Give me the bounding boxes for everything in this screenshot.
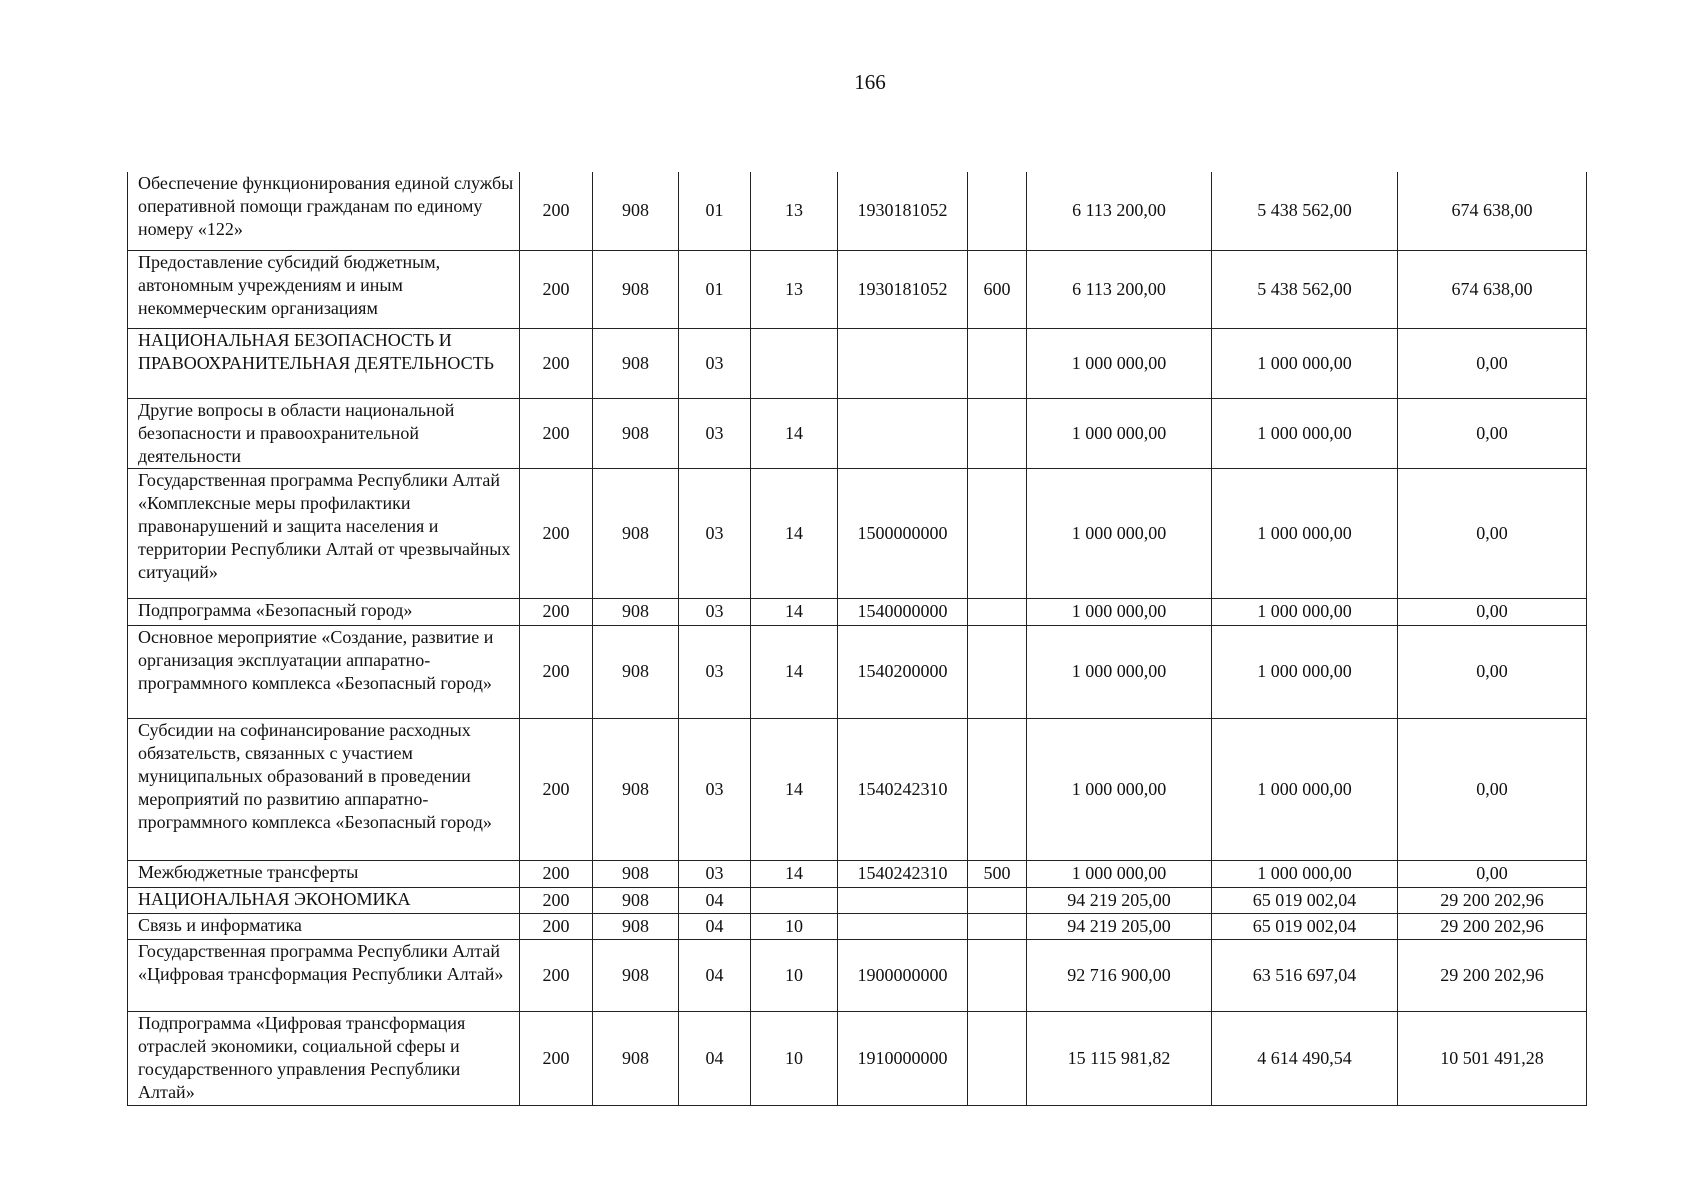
row-name-cell: Государственная программа Республики Алтай «Комплексные меры профилактики правонарушений и защита населения и территории Республики Алтай от чрезвычайных ситуаций» [128, 468, 520, 598]
row-amount-cell: 0,00 [1398, 328, 1587, 398]
table-row [128, 598, 1587, 625]
row-name-cell: Подпрограмма «Цифровая трансформация отраслей экономики, социальной сферы и государственного управления Республики Алтай» [128, 1011, 520, 1105]
row-name-cell: Связь и информатика [128, 913, 520, 939]
row-amount-cell: 92 716 900,00 [1027, 939, 1212, 1011]
row-target-article-cell: 1540200000 [838, 625, 968, 718]
row-code-cell: 200 [520, 468, 593, 598]
row-expense-type-cell [968, 468, 1027, 598]
row-code-cell: 908 [593, 939, 679, 1011]
row-subsection-cell: 10 [751, 1011, 838, 1105]
row-code-cell: 200 [520, 1011, 593, 1105]
row-amount-cell: 1 000 000,00 [1027, 398, 1212, 468]
row-code-cell: 908 [593, 398, 679, 468]
row-amount-cell: 0,00 [1398, 860, 1587, 887]
row-subsection-cell: 14 [751, 468, 838, 598]
row-section-cell: 03 [679, 625, 751, 718]
row-target-article-cell [838, 913, 968, 939]
row-subsection-cell: 10 [751, 913, 838, 939]
row-amount-cell: 1 000 000,00 [1027, 468, 1212, 598]
row-name-cell: Другие вопросы в области национальной безопасности и правоохранительной деятельности [128, 398, 520, 468]
row-amount-cell: 1 000 000,00 [1027, 328, 1212, 398]
row-amount-cell: 15 115 981,82 [1027, 1011, 1212, 1105]
row-name-cell: Государственная программа Республики Алтай «Цифровая трансформация Республики Алтай» [128, 939, 520, 1011]
row-amount-cell: 1 000 000,00 [1027, 718, 1212, 860]
row-amount-cell: 1 000 000,00 [1212, 398, 1398, 468]
row-code-cell: 200 [520, 860, 593, 887]
row-subsection-cell: 14 [751, 625, 838, 718]
row-name-cell: Обеспечение функционирования единой службы оперативной помощи гражданам по единому номеру «122» [128, 172, 520, 250]
row-name-cell: Основное мероприятие «Создание, развитие и организация эксплуатации аппаратно-программного комплекса «Безопасный город» [128, 625, 520, 718]
row-amount-cell: 6 113 200,00 [1027, 172, 1212, 250]
row-subsection-cell: 10 [751, 939, 838, 1011]
row-section-cell: 01 [679, 250, 751, 328]
row-amount-cell: 0,00 [1398, 625, 1587, 718]
table-body [128, 172, 1587, 1105]
row-expense-type-cell [968, 718, 1027, 860]
row-section-cell: 03 [679, 398, 751, 468]
row-section-cell: 01 [679, 172, 751, 250]
row-amount-cell: 29 200 202,96 [1398, 913, 1587, 939]
row-code-cell: 200 [520, 328, 593, 398]
row-name-cell: Субсидии на софинансирование расходных обязательств, связанных с участием муниципальных образований в проведении мероприятий по развитию аппаратно-программного комплекса «Безопасный город» [128, 718, 520, 860]
row-section-cell: 04 [679, 913, 751, 939]
row-target-article-cell: 1540242310 [838, 718, 968, 860]
row-subsection-cell [751, 328, 838, 398]
row-target-article-cell: 1930181052 [838, 172, 968, 250]
row-name-cell: НАЦИОНАЛЬНАЯ БЕЗОПАСНОСТЬ И ПРАВООХРАНИТЕЛЬНАЯ ДЕЯТЕЛЬНОСТЬ [128, 328, 520, 398]
row-amount-cell: 6 113 200,00 [1027, 250, 1212, 328]
row-amount-cell: 1 000 000,00 [1212, 328, 1398, 398]
row-code-cell: 200 [520, 398, 593, 468]
row-expense-type-cell [968, 398, 1027, 468]
row-code-cell: 908 [593, 718, 679, 860]
row-code-cell: 200 [520, 939, 593, 1011]
table-row [128, 913, 1587, 939]
row-amount-cell: 0,00 [1398, 468, 1587, 598]
row-amount-cell: 674 638,00 [1398, 250, 1587, 328]
row-subsection-cell: 13 [751, 172, 838, 250]
row-code-cell: 908 [593, 887, 679, 913]
row-code-cell: 908 [593, 250, 679, 328]
row-section-cell: 03 [679, 860, 751, 887]
row-expense-type-cell [968, 625, 1027, 718]
table-row [128, 250, 1587, 328]
row-amount-cell: 29 200 202,96 [1398, 887, 1587, 913]
row-amount-cell: 1 000 000,00 [1212, 625, 1398, 718]
row-name-cell: Подпрограмма «Безопасный город» [128, 598, 520, 625]
row-target-article-cell: 1930181052 [838, 250, 968, 328]
row-subsection-cell: 14 [751, 398, 838, 468]
row-target-article-cell: 1900000000 [838, 939, 968, 1011]
table-row [128, 328, 1587, 398]
row-target-article-cell: 1540242310 [838, 860, 968, 887]
row-expense-type-cell: 600 [968, 250, 1027, 328]
row-expense-type-cell [968, 1011, 1027, 1105]
table-row [128, 939, 1587, 1011]
row-code-cell: 200 [520, 172, 593, 250]
row-code-cell: 908 [593, 468, 679, 598]
row-subsection-cell: 13 [751, 250, 838, 328]
row-section-cell: 04 [679, 887, 751, 913]
table-row [128, 398, 1587, 468]
row-expense-type-cell [968, 598, 1027, 625]
row-amount-cell: 1 000 000,00 [1027, 598, 1212, 625]
table-row [128, 625, 1587, 718]
row-target-article-cell [838, 887, 968, 913]
row-amount-cell: 1 000 000,00 [1212, 860, 1398, 887]
page-number: 166 [854, 70, 886, 94]
table-row [128, 860, 1587, 887]
row-section-cell: 03 [679, 328, 751, 398]
row-amount-cell: 5 438 562,00 [1212, 250, 1398, 328]
row-section-cell: 04 [679, 939, 751, 1011]
row-expense-type-cell [968, 939, 1027, 1011]
row-target-article-cell: 1540000000 [838, 598, 968, 625]
row-amount-cell: 29 200 202,96 [1398, 939, 1587, 1011]
budget-table [127, 172, 1587, 1106]
table-row [128, 718, 1587, 860]
row-code-cell: 908 [593, 913, 679, 939]
row-section-cell: 03 [679, 598, 751, 625]
row-amount-cell: 63 516 697,04 [1212, 939, 1398, 1011]
row-name-cell: Предоставление субсидий бюджетным, автономным учреждениям и иным некоммерческим организациям [128, 250, 520, 328]
row-amount-cell: 0,00 [1398, 598, 1587, 625]
row-amount-cell: 1 000 000,00 [1027, 625, 1212, 718]
row-subsection-cell: 14 [751, 598, 838, 625]
row-target-article-cell [838, 398, 968, 468]
row-amount-cell: 1 000 000,00 [1212, 598, 1398, 625]
row-code-cell: 908 [593, 172, 679, 250]
row-subsection-cell: 14 [751, 718, 838, 860]
row-section-cell: 04 [679, 1011, 751, 1105]
row-expense-type-cell: 500 [968, 860, 1027, 887]
row-section-cell: 03 [679, 468, 751, 598]
table-row [128, 1011, 1587, 1105]
row-name-cell: НАЦИОНАЛЬНАЯ ЭКОНОМИКА [128, 887, 520, 913]
row-amount-cell: 65 019 002,04 [1212, 913, 1398, 939]
row-code-cell: 908 [593, 860, 679, 887]
row-code-cell: 908 [593, 625, 679, 718]
table-row [128, 172, 1587, 250]
row-amount-cell: 1 000 000,00 [1212, 718, 1398, 860]
row-code-cell: 200 [520, 887, 593, 913]
row-expense-type-cell [968, 913, 1027, 939]
row-expense-type-cell [968, 328, 1027, 398]
row-subsection-cell [751, 887, 838, 913]
row-amount-cell: 65 019 002,04 [1212, 887, 1398, 913]
row-expense-type-cell [968, 887, 1027, 913]
row-amount-cell: 1 000 000,00 [1212, 468, 1398, 598]
row-amount-cell: 10 501 491,28 [1398, 1011, 1587, 1105]
row-section-cell: 03 [679, 718, 751, 860]
row-code-cell: 200 [520, 250, 593, 328]
row-amount-cell: 94 219 205,00 [1027, 913, 1212, 939]
row-amount-cell: 0,00 [1398, 718, 1587, 860]
row-code-cell: 200 [520, 625, 593, 718]
row-target-article-cell: 1910000000 [838, 1011, 968, 1105]
row-amount-cell: 1 000 000,00 [1027, 860, 1212, 887]
row-amount-cell: 94 219 205,00 [1027, 887, 1212, 913]
row-expense-type-cell [968, 172, 1027, 250]
row-amount-cell: 4 614 490,54 [1212, 1011, 1398, 1105]
table-row [128, 887, 1587, 913]
row-name-cell: Межбюджетные трансферты [128, 860, 520, 887]
row-code-cell: 908 [593, 598, 679, 625]
row-subsection-cell: 14 [751, 860, 838, 887]
row-amount-cell: 0,00 [1398, 398, 1587, 468]
row-code-cell: 200 [520, 718, 593, 860]
row-code-cell: 200 [520, 598, 593, 625]
row-amount-cell: 5 438 562,00 [1212, 172, 1398, 250]
row-code-cell: 200 [520, 913, 593, 939]
row-code-cell: 908 [593, 328, 679, 398]
table-row [128, 468, 1587, 598]
row-target-article-cell: 1500000000 [838, 468, 968, 598]
row-amount-cell: 674 638,00 [1398, 172, 1587, 250]
row-code-cell: 908 [593, 1011, 679, 1105]
row-target-article-cell [838, 328, 968, 398]
